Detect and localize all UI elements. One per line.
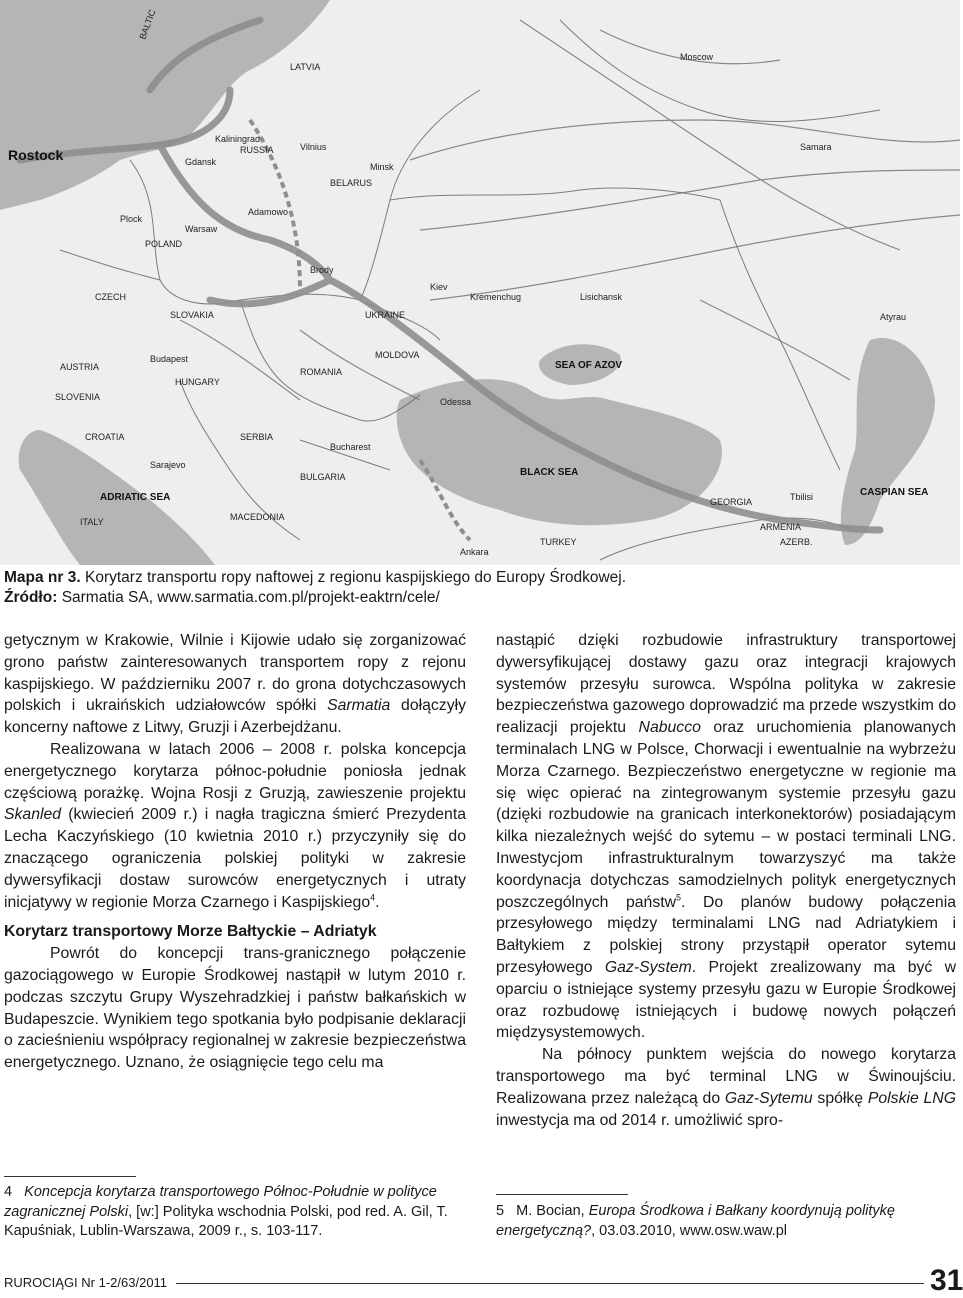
map-label-warsaw: Warsaw: [185, 224, 218, 234]
map-label-bucharest: Bucharest: [330, 442, 371, 452]
map-label-samara: Samara: [800, 142, 832, 152]
map-label-adriatic-sea: ADRIATIC SEA: [100, 492, 171, 503]
map-label-bulgaria: BULGARIA: [300, 472, 346, 482]
caption-line: [4, 568, 944, 588]
right-paragraph-2: Na północy punktem wejścia do nowego korytarza transportowego ma być terminal LNG w Świnoujściu. Realizowana przez należącą do Gaz-Sytemu spółkę Polskie LNG inwestycja ma od 2014 r. umożliwić spro-: [496, 1046, 956, 1129]
left-paragraph-3: Powrót do koncepcji trans-granicznego połączenie gazociągowego w Europie Środkowej nastąpił w lutym 2010 r. podczas szczytu Grupy Wyszehradzkiej i państw bałkańskich w Budapeszcie. Wynikiem tego spotkania było podpisanie deklaracji o zacieśnieniu współpracy regionalnej w zakresie bezpieczeństwa energetycznego. Uznano, że osiągnięcie tego celu ma: [4, 945, 466, 1072]
map-label-slovenia: SLOVENIA: [55, 392, 101, 402]
map-label-slovakia: SLOVAKIA: [170, 310, 214, 320]
map-label-kremenchug: Kremenchug: [470, 292, 522, 302]
section-heading: Korytarz transportowy Morze Bałtyckie – Adriatyk: [4, 923, 377, 941]
footer-rule: [176, 1283, 924, 1284]
map-label-plock: Plock: [120, 214, 143, 224]
map-label-kaliningrad: Kaliningrad: [215, 134, 261, 144]
map-label-italy: ITALY: [80, 517, 104, 527]
map-label-lisichansk: Lisichansk: [580, 292, 623, 302]
map-label-adamowo: Adamowo: [248, 207, 289, 217]
map-label-odessa: Odessa: [440, 397, 472, 407]
figure-caption: [4, 568, 944, 608]
map-label-azerbaijan: AZERB.: [780, 537, 813, 547]
footnote-5: 5 M. Bocian, Europa Środkowa i Bałkany koordynują politykę energetyczną?, 03.03.2010, www.osw.waw.pl: [496, 1203, 895, 1239]
map-label-turkey: TURKEY: [540, 537, 577, 547]
footnote-4: 4 Koncepcja korytarza transportowego Północ-Południe w polityce zagranicznej Polski, [w:] Polityka wschodnia Polski, pod red. A. Gil, T. Kapuśniak, Lublin-Warszawa, 2009 r., s. 103-117.: [4, 1184, 448, 1239]
map-label-tbilisi: Tbilisi: [790, 492, 814, 502]
map-label-gdansk: Gdansk: [185, 157, 217, 167]
map-label-moldova: MOLDOVA: [375, 350, 420, 360]
map-label-black-sea: BLACK SEA: [520, 467, 579, 478]
map-label-russia-small: RUSSIA: [240, 145, 274, 155]
map-label-brody: Brody: [310, 265, 334, 275]
map-label-atyrau: Atyrau: [880, 312, 907, 322]
map-label-armenia: ARMENIA: [760, 522, 802, 532]
map-label-moscow: Moscow: [680, 52, 714, 62]
map-label-sea-of-azov: SEA OF AZOV: [555, 360, 623, 371]
map-label-vilnius: Vilnius: [300, 142, 327, 152]
caption-label: Mapa nr 3.: [4, 569, 81, 586]
right-column: [496, 630, 956, 1131]
source-label: Źródło:: [4, 589, 58, 606]
map-label-poland: POLAND: [145, 239, 183, 249]
map-label-latvia: LATVIA: [290, 62, 321, 72]
source-line: [4, 588, 944, 608]
footnote-ref-5[interactable]: 5: [676, 892, 682, 903]
map-label-ukraine: UKRAINE: [365, 310, 406, 320]
left-column: [4, 630, 466, 1074]
map-label-belarus: BELARUS: [330, 178, 373, 188]
corridor-map: [0, 0, 960, 565]
left-paragraph-1: getycznym w Krakowie, Wilnie i Kijowie udało się zorganizować grono państw zainteresowanych transportem ropy z rejonu kaspijskiego. W październiku 2007 r. do grona dotychczasowych polskich i ukraińskich udziałowców spółki Sarmatia dołączyły koncerny naftowe z Litwy, Gruzji i Azerbejdżanu.: [4, 632, 467, 737]
map-label-czech: CZECH: [95, 292, 126, 302]
map-label-budapest: Budapest: [150, 354, 189, 364]
caption-text: Korytarz transportu ropy naftowej z regionu kaspijskiego do Europy Środkowej.: [84, 569, 627, 586]
map-graphic: [0, 0, 960, 565]
map-label-caspian-sea: CASPIAN SEA: [860, 487, 929, 498]
map-label-serbia: SERBIA: [240, 432, 274, 442]
map-label-baltic: BALTIC: [137, 8, 158, 41]
map-label-kiev: Kiev: [430, 282, 448, 292]
footnote-ref-4[interactable]: 4: [370, 892, 376, 903]
map-label-georgia: GEORGIA: [710, 497, 753, 507]
map-label-macedonia: MACEDONIA: [230, 512, 285, 522]
journal-name: RUROCIĄGI Nr 1-2/63/2011: [4, 1275, 168, 1290]
map-label-sarajevo: Sarajevo: [150, 460, 186, 470]
map-label-croatia: CROATIA: [85, 432, 125, 442]
page-number: 31: [930, 1264, 963, 1297]
footnote-divider-left: [4, 1176, 136, 1177]
map-label-rostock: Rostock: [8, 147, 64, 163]
footnote-divider-right: [496, 1194, 628, 1195]
map-label-austria: AUSTRIA: [60, 362, 100, 372]
map-label-hungary: HUNGARY: [175, 377, 220, 387]
map-label-ankara: Ankara: [460, 547, 489, 557]
right-paragraph-1: nastąpić dzięki rozbudowie infrastruktury transportowej dywersyfikującej dostawy gazu oraz integracji krajowych systemów przesyłu surowca. Wspólna polityka w zakresie bezpieczeństwa gazowego doprowadzić ma przede wszystkim do realizacji projektu Nabucco oraz uruchomienia planowanych terminalach LNG w Polsce, Chorwacji i ewentualnie na wybrzeżu Morza Czarnego. Bezpieczeństwo energetyczne w regionie ma się więc opierać na zintegrowanym systemie przesyłu gazu (dzięki rozbudowie na granicach interkonektorów) posiadającym kilka niezależnych wejść do sytemu – w postaci terminali LNG. Inwestycjom infrastrukturalnym towarzyszyć ma także koordynacja dotychczas samodzielnych polityk energetycznych poszczególnych państw$^5$. Do planów budowy połączenia przesyłowego między terminalami LNG nad Adriatykiem i Bałtykiem z polskiej strony przystąpił operator sytemu przesyłowego Gaz-System. Projekt zrealizowany ma być w oparciu o istniejące systemy przesyłu gazu w Europie Środkowej oraz rozbudowę istniejących i budowę nowych połączeń międzysystemowych.: [496, 632, 957, 1042]
source-text: Sarmatia SA, www.sarmatia.com.pl/projekt-eaktrn/cele/: [61, 589, 440, 606]
map-label-romania: ROMANIA: [300, 367, 343, 377]
left-paragraph-2: Realizowana w latach 2006 – 2008 r. polska koncepcja energetycznego korytarza północ-południe poniosła jednak częściową porażkę. Wojna Rosji z Gruzją, zawieszenie projektu Skanled (kwiecień 2009 r.) i nagła tragiczna śmierć Prezydenta Lecha Kaczyńskiego (10 kwietnia 2010 r.) przyczyniły się do znaczącego ograniczenia polskiej polityki w zakresie dywersyfikacji dostaw surowców energetycznych i utraty inicjatywy w regionie Morza Czarnego i Kaspijskiego$^4$.: [4, 740, 466, 911]
map-label-minsk: Minsk: [370, 162, 394, 172]
